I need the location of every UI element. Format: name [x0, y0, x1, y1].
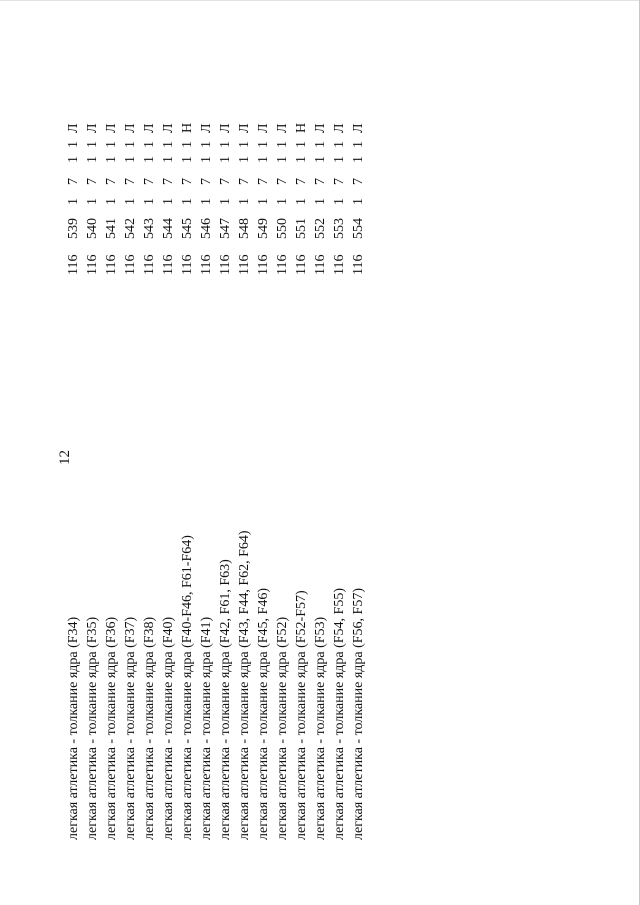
code-part-6: 1	[237, 141, 252, 148]
discipline-name: легкая атлетика - толкание ядра (F56, F57)	[351, 588, 366, 840]
code-part-6: 1	[275, 141, 290, 148]
discipline-name: легкая атлетика - толкание ядра (F40)	[161, 616, 176, 840]
code-part-1: 116	[85, 254, 100, 275]
code-letter: Л	[104, 123, 119, 133]
code-letter: Л	[142, 123, 157, 133]
code-part-4: 7	[351, 178, 366, 185]
discipline-name: легкая атлетика - толкание ядра (F52-F57)	[294, 590, 309, 840]
code-part-4: 7	[294, 178, 309, 185]
discipline-name: легкая атлетика - толкание ядра (F34)	[66, 616, 81, 840]
code-part-2: 548	[237, 218, 252, 239]
code-part-2: 543	[142, 218, 157, 239]
code-part-3: 1	[294, 198, 309, 205]
code-part-3: 1	[142, 198, 157, 205]
code-part-1: 116	[180, 254, 195, 275]
code-part-5: 1	[66, 156, 81, 163]
code-part-4: 7	[85, 178, 100, 185]
code-part-1: 116	[294, 254, 309, 275]
code-part-1: 116	[104, 254, 119, 275]
code-part-6: 1	[142, 141, 157, 148]
code-letter: Н	[180, 122, 195, 133]
discipline-name: легкая атлетика - толкание ядра (F35)	[85, 616, 100, 840]
code-part-2: 554	[351, 218, 366, 239]
code-part-2: 551	[294, 218, 309, 239]
code-part-3: 1	[275, 198, 290, 205]
code-part-2: 541	[104, 218, 119, 239]
discipline-name: легкая атлетика - толкание ядра (F37)	[123, 616, 138, 840]
discipline-name: легкая атлетика - толкание ядра (F54, F55)	[332, 588, 347, 840]
code-part-5: 1	[275, 156, 290, 163]
code-part-3: 1	[313, 198, 328, 205]
code-part-5: 1	[237, 156, 252, 163]
code-letter: Л	[218, 123, 233, 133]
code-part-4: 7	[123, 178, 138, 185]
code-part-3: 1	[85, 198, 100, 205]
code-part-6: 1	[294, 141, 309, 148]
code-part-1: 116	[218, 254, 233, 275]
code-part-5: 1	[256, 156, 271, 163]
discipline-name: легкая атлетика - толкание ядра (F53)	[313, 616, 328, 840]
code-part-4: 7	[332, 178, 347, 185]
discipline-name: легкая атлетика - толкание ядра (F52)	[275, 616, 290, 840]
code-letter: Л	[256, 123, 271, 133]
code-part-1: 116	[256, 254, 271, 275]
code-part-5: 1	[294, 156, 309, 163]
code-part-1: 116	[237, 254, 252, 275]
code-part-5: 1	[104, 156, 119, 163]
code-letter: Л	[237, 123, 252, 133]
code-part-5: 1	[161, 156, 176, 163]
code-part-6: 1	[161, 141, 176, 148]
code-part-5: 1	[199, 156, 214, 163]
code-part-6: 1	[85, 141, 100, 148]
discipline-name: легкая атлетика - толкание ядра (F41)	[199, 616, 214, 840]
code-part-1: 116	[123, 254, 138, 275]
code-part-2: 545	[180, 218, 195, 239]
code-part-2: 540	[85, 218, 100, 239]
code-part-3: 1	[237, 198, 252, 205]
discipline-name: легкая атлетика - толкание ядра (F40-F46, F61-F64)	[180, 535, 195, 840]
code-part-1: 116	[313, 254, 328, 275]
code-part-6: 1	[104, 141, 119, 148]
code-part-3: 1	[199, 198, 214, 205]
code-part-5: 1	[332, 156, 347, 163]
code-part-2: 539	[66, 218, 81, 239]
code-part-6: 1	[180, 141, 195, 148]
code-part-5: 1	[218, 156, 233, 163]
code-part-3: 1	[256, 198, 271, 205]
code-part-1: 116	[142, 254, 157, 275]
code-part-1: 116	[351, 254, 366, 275]
code-letter: Л	[313, 123, 328, 133]
code-part-2: 546	[199, 218, 214, 239]
code-part-1: 116	[66, 254, 81, 275]
code-letter: Л	[275, 123, 290, 133]
code-part-1: 116	[275, 254, 290, 275]
code-part-6: 1	[218, 141, 233, 148]
code-part-3: 1	[161, 198, 176, 205]
code-part-4: 7	[66, 178, 81, 185]
discipline-name: легкая атлетика - толкание ядра (F45, F46)	[256, 588, 271, 840]
code-part-2: 544	[161, 218, 176, 239]
code-letter: Л	[66, 123, 81, 133]
page-number: 12	[57, 450, 73, 465]
code-part-6: 1	[123, 141, 138, 148]
code-part-5: 1	[180, 156, 195, 163]
code-part-4: 7	[142, 178, 157, 185]
code-part-4: 7	[104, 178, 119, 185]
code-part-2: 552	[313, 218, 328, 239]
code-part-4: 7	[237, 178, 252, 185]
code-part-2: 553	[332, 218, 347, 239]
code-part-3: 1	[180, 198, 195, 205]
code-part-3: 1	[218, 198, 233, 205]
code-part-3: 1	[123, 198, 138, 205]
code-part-3: 1	[351, 198, 366, 205]
code-part-2: 550	[275, 218, 290, 239]
code-part-3: 1	[104, 198, 119, 205]
code-part-5: 1	[351, 156, 366, 163]
code-part-4: 7	[256, 178, 271, 185]
code-part-4: 7	[313, 178, 328, 185]
code-letter: Л	[199, 123, 214, 133]
code-part-4: 7	[161, 178, 176, 185]
discipline-name: легкая атлетика - толкание ядра (F36)	[104, 616, 119, 840]
code-part-1: 116	[332, 254, 347, 275]
code-part-1: 116	[161, 254, 176, 275]
code-part-5: 1	[85, 156, 100, 163]
code-part-5: 1	[142, 156, 157, 163]
code-part-6: 1	[351, 141, 366, 148]
code-part-6: 1	[66, 141, 81, 148]
code-part-2: 547	[218, 218, 233, 239]
code-letter: Л	[85, 123, 100, 133]
code-part-4: 7	[199, 178, 214, 185]
code-letter: Л	[123, 123, 138, 133]
code-part-2: 549	[256, 218, 271, 239]
code-part-6: 1	[332, 141, 347, 148]
discipline-name: легкая атлетика - толкание ядра (F38)	[142, 616, 157, 840]
discipline-name: легкая атлетика - толкание ядра (F43, F44, F62, F64)	[237, 530, 252, 840]
code-letter: Л	[161, 123, 176, 133]
code-part-5: 1	[123, 156, 138, 163]
code-part-4: 7	[275, 178, 290, 185]
code-part-6: 1	[256, 141, 271, 148]
discipline-name: легкая атлетика - толкание ядра (F42, F61, F63)	[218, 559, 233, 840]
code-part-3: 1	[66, 198, 81, 205]
code-part-4: 7	[180, 178, 195, 185]
code-part-1: 116	[199, 254, 214, 275]
code-part-6: 1	[313, 141, 328, 148]
code-letter: Л	[332, 123, 347, 133]
code-part-3: 1	[332, 198, 347, 205]
code-letter: Л	[351, 123, 366, 133]
code-part-6: 1	[199, 141, 214, 148]
code-part-2: 542	[123, 218, 138, 239]
code-part-5: 1	[313, 156, 328, 163]
code-letter: Н	[294, 122, 309, 133]
code-part-4: 7	[218, 178, 233, 185]
